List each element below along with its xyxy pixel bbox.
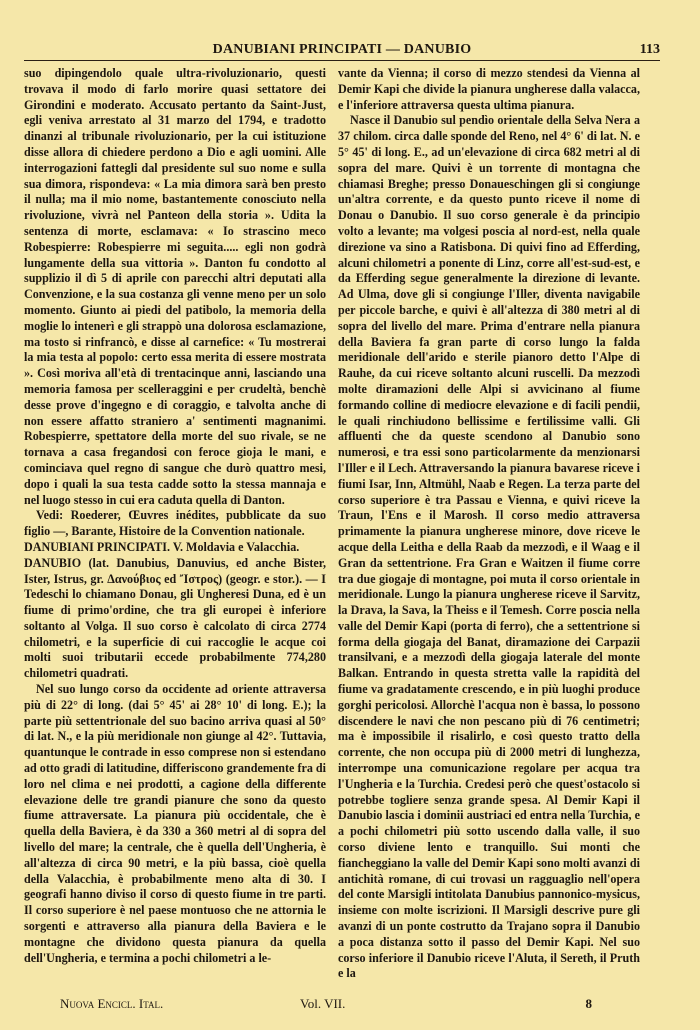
danton-article-continuation: suo dipingendolo quale ultra-rivoluzionario, questi trovava il modo di farlo morire quasi settatore dei Girondini e moderato. Accusato pertanto da Saint-Just, egli veniva arrestato al 31 marzo del 1794, e tradotto dinanzi al tribunale rivoluzionario, per la cui istituzione disse allora di chiedere perdono a Dio e agli uomini. Alle interrogazioni fattegli dal presidente sul suo nome e sulla sua dimora, rispondeva: « La mia dimora sarà ben presto il nulla; ma il mio nome, bastantemente conosciuto nella rivoluzione, vivrà nel Panteon della storia ». Udita la sentenza di morte, esclamava: « Io strascino meco Robespierre: Robespierre mi seguita..... egli non godrà lungamente della sua vittoria ». Danton fu condotto al supplizio il dì 5 di aprile con parecchi altri deputati alla Convenzione, e la sua costanza gli venne meno per un solo momento. Giunto ai piedi del patibolo, la memoria della moglie lo intenerì e gli strappò una dolorosa esclamazione, ma tosto si rinfrancò, e disse al carnefice: « Tu mostrerai la mia testa al popolo: certo essa merita di essere mostrata ». Così moriva all'età di trentacinque anni, lasciando una memoria famosa per scelleraggini e per crudeltà, benchè desse prove d'ingegno e di coraggio, e talvolta anche di non essere affatto straniero a' sentimenti magnanimi. Robespierre, spettatore della morte del suo rivale, se ne tornava a casa fregandosi con feroce gioja le mani, e cominciava quel regno di sangue che durò quattro mesi, dopo i quali la sua testa cadde sotto la stessa mannaja e nel luogo stesso in cui era caduta quella di Danton. [24, 66, 326, 507]
page-footer [24, 996, 660, 1012]
running-title: DANUBIANI PRINCIPATI — DANUBIO [212, 42, 472, 57]
left-column [24, 66, 326, 966]
footer-signature: 8 [585, 996, 592, 1011]
right-column [338, 66, 640, 982]
danubio-source-paragraph: Nasce il Danubio sul pendìo orientale della Selva Nera a 37 chilom. circa dalle sponde del Reno, nel 4° 6' di lat. N. e 5° 45' di long. E., ad un'elevazione di circa 682 metri al di sopra del mare. Quivi è un torrente di montagna che chiamasi Breghe; presso Donaueschingen gli si congiunge un'altra corrente, e da questo punto riceve il nome di Donau o Danubio. Il suo corso generale è da principio volto a levante; ma volgesi poscia al nord-est, nella quale direzione va sino a Ratisbona. Di quivi fino ad Efferding, alcuni chilometri a ponente di Linz, corre all'est-sud-est, e da Efferding segue generalmente la direzione di levante. Ad Ulma, dove gli si congiunge l'Iller, diventa navigabile per piccole barche, e quivi è all'altezza di 380 metri al di sopra del livello del mare. Prima d'entrare nella pianura della Baviera fa gran parte di corso lungo la falda meridionale dell'arido e sterile pianoro detto l'Alpe di Rauhe, da cui riceve soltanto alcuni ruscelli. Da mezzodì molte diramazioni delle Alpi si avvicinano al fiume formando colline di mediocre elevazione e di facili pendii, le quali rinchiudono bellissime e fertilissime valli. Gli affluenti che da queste scendono al Danubio sono numerosi, e tra essi sono particolarmente da menzionarsi l'Iller e il Lech. Attraversando la pianura bavarese riceve i fiumi Isar, Inn, Altmühl, Naab e Regen. La terza parte del corso superiore è tra Passau e Vienna, e quivi riceve la Traun, l'Ens e il Marosh. Il corso medio attraversa primamente la pianura ungherese minore, dove riceve le acque della Leitha e della Raab da mezzodì, e il Waag e il Gran da settentrione. Fra Gran e Waitzen il fiume corre tra due giogaje di montagne, poi muta il corso orientale in meridionale. Lungo la pianura ungherese riceve il Sarvitz, la Drava, la Sava, la Theiss e il Temesh. Corre poscia nella valle del Demir Kapi (porta di ferro), che a settentrione si forma della giogaja del Banat, diramazione dei Carpazii transilvani, e a mezzodì della giogaja laterale del monte Balkan. Entrando in questa stretta valle la rapidità del fiume va gradatamente crescendo, e in più luoghi produce gorghi pericolosi. Allorchè l'acqua non è bassa, lo possono discendere le navi che non pescano più di 76 centimetri; ma è impossibile il risalirlo, e così questo tratto della corrente, che non occupa più di 2000 metri di lunghezza, interrompe una comunicazione regolare per acqua tra l'Ungheria e la Turchia. Credesi però che quest'ostacolo si potrebbe togliere senza grande spesa. Al Demir Kapi il Danubio lascia i dominii austriaci ed entra nella Turchia, e a pochi chilometri più sotto uscendo dalla valle, il suo corso diviene lento e tranquillo. Sui monti che fiancheggiano la valle del Demir Kapi sono molti avanzi di antichità romane, di cui trovasi un ragguaglio nell'opera del conte Marsigli intitolata Danubius pannonico-mysicus, insieme con molte iscrizioni. Il Marsigli descrive pure gli avanzi di un ponte costrutto da Trajano sopra il Danubio a poca distanza sotto il passo del Demir Kapi. Nel suo corso inferiore il Danubio riceve l'Aluta, il Sereth, il Pruth e la [338, 113, 640, 981]
footer-publication: Nuova Encicl. Ital. [60, 996, 164, 1011]
page-header [24, 40, 660, 61]
danubio-course-paragraph: Nel suo lungo corso da occidente ad oriente attraversa più di 22° di long. (dai 5° 45' ai 28° 10' di long. E.); la parte più settentrionale del suo bacino arriva quasi al 50° di lat. N., e la più meridionale non giunge al 42°. Tuttavia, quantunque le contrade in esso comprese non si estendano ad otto gradi di latitudine, differiscono grandemente fra di loro nel clima e nei prodotti, a cagione della differente elevazione delle tre grandi pianure che sono da questo fiume attraversate. La pianura più occidentale, che è quella della Baviera, è da 330 a 360 metri al di sopra del livello del mare; la centrale, che è quella dell'Ungheria, è all'altezza di circa 90 metri, e la più bassa, cioè quella della Valacchia, è probabilmente meno alta di 30. I geografi hanno diviso il corso di questo fiume in tre parti. Il corso superiore è nel paese montuoso che ne attornia le sorgenti e attraverso alla pianura della Baviera e le montagne che dividono questa pianura da quella dell'Ungheria, e termina a pochi chilometri a le- [24, 682, 326, 965]
danubio-course-continuation: vante da Vienna; il corso di mezzo stendesi da Vienna al Demir Kapi che divide la pianura ungherese dalla valacca, e l'inferiore attraversa questa ultima pianura. [338, 66, 640, 112]
entry-danubio: DANUBIO (lat. Danubius, Danuvius, ed anche Bister, Ister, Istrus, gr. Δανούβιος ed Ἴστρος) (geogr. e stor.). — I Tedeschi lo chiamano Donau, gli Ungheresi Duna, ed è un fiume di primo'ordine, che tra gli europei è inferiore soltanto al Volga. Il suo corso è calcolato di circa 2774 chilometri, e la superficie di cui raccoglie le acque coi molti suoi tributarii eccede probabilmente 774,280 chilometri quadrati. [24, 555, 326, 681]
danton-references: Vedi: Roederer, Œuvres inédites, pubblicate da suo figlio —, Barante, Histoire de la Convention nationale. [24, 508, 326, 539]
footer-volume: Vol. VII. [300, 996, 346, 1011]
page-number: 113 [639, 42, 660, 57]
entry-danubiani-principati: DANUBIANI PRINCIPATI. V. Moldavia e Valacchia. [24, 539, 300, 554]
